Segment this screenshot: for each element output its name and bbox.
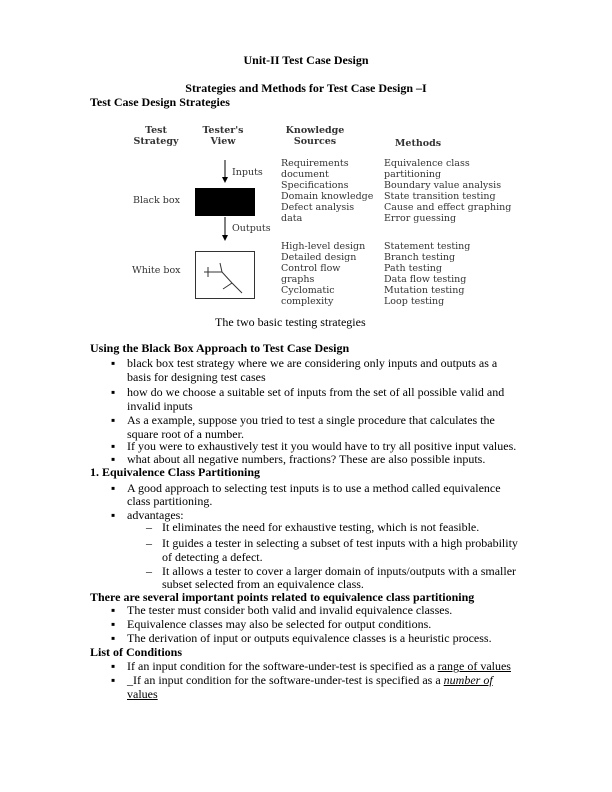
control-flow-icon [204, 263, 242, 293]
list-item: As a example, suppose you tried to test a single procedure that calculates the [127, 413, 495, 427]
dash-icon: – [146, 564, 152, 578]
conditions-heading: List of Conditions [90, 645, 183, 659]
condition-number-cont: values [127, 687, 158, 701]
list-item: square root of a number. [127, 427, 244, 441]
white-methods-list: Statement testing Branch testing Path testing Data flow testing Mutation testing Loop testing [384, 241, 471, 307]
blackbox-heading: Using the Black Box Approach to Test Case Design [90, 341, 350, 355]
black-methods-list: Equivalence class partitioning Boundary value analysis State transition testing Cause and effect graphing Error guessing [384, 158, 512, 224]
bullet-icon: ▪ [111, 603, 116, 617]
bullet-icon: ▪ [111, 452, 116, 466]
bullet-icon: ▪ [111, 617, 116, 631]
list-item: black box test strategy where we are considering only inputs and outputs as a [127, 356, 498, 370]
condition-number: _If an input condition for the software-under-test is specified as a number of [127, 673, 493, 687]
bullet-icon: ▪ [111, 439, 116, 453]
list-item: invalid inputs [127, 399, 193, 413]
header-test-strategy: Test Strategy [133, 125, 179, 147]
page-subtitle: Strategies and Methods for Test Case Design –I [185, 81, 427, 95]
bullet-icon: ▪ [111, 356, 116, 370]
points-heading: There are several important points related to equivalence class partitioning [90, 590, 475, 604]
bullet-icon: ▪ [111, 508, 116, 522]
bullet-icon: ▪ [111, 413, 116, 427]
condition-range: If an input condition for the software-under-test is specified as a range of values [127, 659, 511, 673]
header-methods: Methods [394, 138, 442, 149]
list-item: how do we choose a suitable set of inputs from the set of all possible valid and [127, 385, 505, 399]
bullet-icon: ▪ [111, 385, 116, 399]
header-testers-view: Tester's View [202, 125, 244, 147]
outputs-label: Outputs [232, 223, 271, 234]
dash-icon: – [146, 536, 152, 550]
bullet-icon: ▪ [111, 481, 116, 495]
advantage-item: It allows a tester to cover a larger domain of inputs/outputs with a smaller [162, 564, 517, 578]
list-item: The derivation of input or outputs equivalence classes is a heuristic process. [127, 631, 492, 645]
advantage-item: subset selected from an equivalence class. [162, 577, 364, 591]
list-item: advantages: [127, 508, 184, 522]
dash-icon: – [146, 520, 152, 534]
page-title: Unit-II Test Case Design [243, 53, 369, 67]
inputs-label: Inputs [232, 167, 263, 178]
white-box-label: White box [132, 265, 181, 276]
advantage-item: It eliminates the need for exhaustive testing, which is not feasible. [162, 520, 480, 534]
list-item: If you were to exhaustively test it you would have to try all positive input values. [127, 439, 517, 453]
black-box-label: Black box [133, 195, 180, 206]
list-item: The tester must consider both valid and invalid equivalence classes. [127, 603, 453, 617]
list-item: what about all negative numbers, fractions? These are also possible inputs. [127, 452, 486, 466]
ecp-heading: 1. Equivalence Class Partitioning [90, 465, 261, 479]
list-item: A good approach to selecting test inputs is to use a method called equivalence [127, 481, 501, 495]
black-knowledge-list: Requirements document Specifications Domain knowledge Defect analysis data [281, 158, 374, 224]
list-item: basis for designing test cases [127, 370, 266, 384]
advantage-item: It guides a tester in selecting a subset of test inputs with a high probability [162, 536, 518, 550]
bullet-icon: ▪ [111, 659, 116, 673]
section-heading: Test Case Design Strategies [90, 95, 230, 109]
white-knowledge-list: High-level design Detailed design Control flow graphs Cyclomatic complexity [281, 241, 366, 307]
black-box-shape [195, 188, 255, 216]
list-item: class partitioning. [127, 494, 213, 508]
list-item: Equivalence classes may also be selected for output conditions. [127, 617, 432, 631]
bullet-icon: ▪ [111, 673, 116, 687]
advantage-item: of detecting a defect. [162, 550, 263, 564]
figure-caption: The two basic testing strategies [215, 315, 366, 329]
bullet-icon: ▪ [111, 631, 116, 645]
header-knowledge-sources: Knowledge Sources [285, 125, 345, 147]
